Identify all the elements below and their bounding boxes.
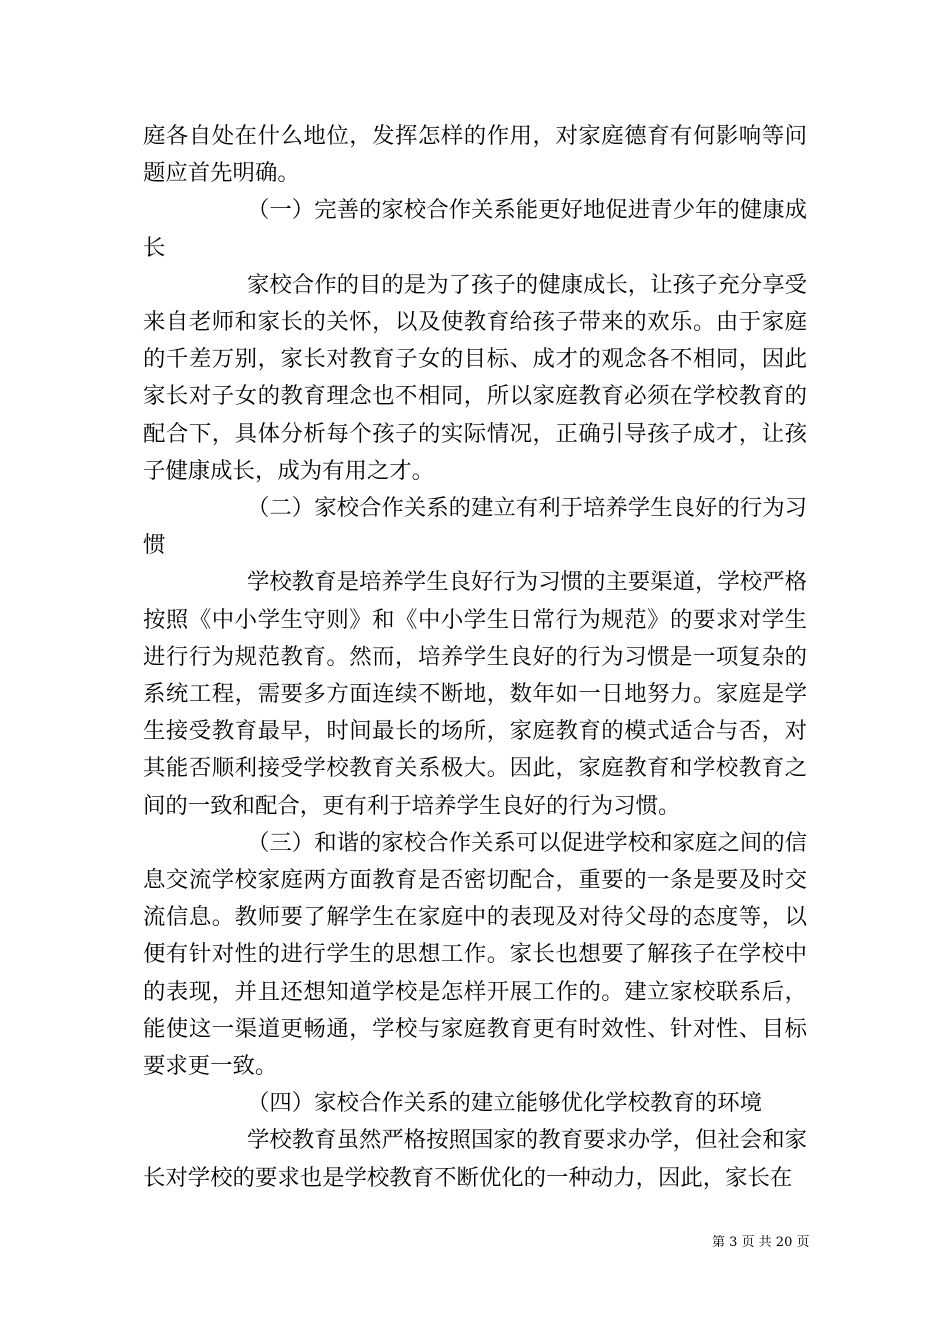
section-heading-2: （二）家校合作关系的建立有利于培养学生良好的行为习惯 — [143, 495, 807, 559]
section-heading-1: （一）完善的家校合作关系能更好地促进青少年的健康成长 — [143, 197, 807, 261]
paragraph-section-4: 学校教育虽然严格按照国家的教育要求办学，但社会和家长对学校的要求也是学校教育不断优化的一种动力，因此，家长在 — [143, 1127, 807, 1191]
paragraph-section-2: 学校教育是培养学生良好行为习惯的主要渠道，学校严格按照《中小学生守则》和《中小学生日常行为规范》的要求对学生进行行为规范教育。然而，培养学生良好的行为习惯是一项复杂的系统工程，需要多方面连续不断地，数年如一日地努力。家庭是学生接受教育最早，时间最长的场所，家庭教育的模式适合与否，对其能否顺利接受学校教育关系极大。因此，家庭教育和学校教育之间的一致和配合，更有利于培养学生良好的行为习惯。 — [143, 569, 807, 819]
body-text — [143, 118, 807, 1197]
section-heading-3-with-text: （三）和谐的家校合作关系可以促进学校和家庭之间的信息交流学校家庭两方面教育是否密切配合，重要的一条是要及时交流信息。教师要了解学生在家庭中的表现及对待父母的态度等，以便有针对性的进行学生的思想工作。家长也想要了解孩子在学校中的表现，并且还想知道学校是怎样开展工作的。建立家校联系后，能使这一渠道更畅通，学校与家庭教育更有时效性、针对性、目标要求更一致。 — [143, 829, 807, 1080]
paragraph-section-1: 家校合作的目的是为了孩子的健康成长，让孩子充分享受来自老师和家长的关怀，以及使教育给孩子带来的欢乐。由于家庭的千差万别，家长对教育子女的目标、成才的观念各不相同，因此家长对子女的教育理念也不相同，所以家庭教育必须在学校教育的配合下，具体分析每个孩子的实际情况，正确引导孩子成才，让孩子健康成长，成为有用之才。 — [143, 271, 807, 484]
paragraph-continuation: 庭各自处在什么地位，发挥怎样的作用，对家庭德育有何影响等问题应首先明确。 — [143, 123, 807, 187]
page-number: 第 3 页 共 20 页 — [712, 1235, 810, 1250]
section-heading-4: （四）家校合作关系的建立能够优化学校教育的环境 — [247, 1090, 762, 1117]
